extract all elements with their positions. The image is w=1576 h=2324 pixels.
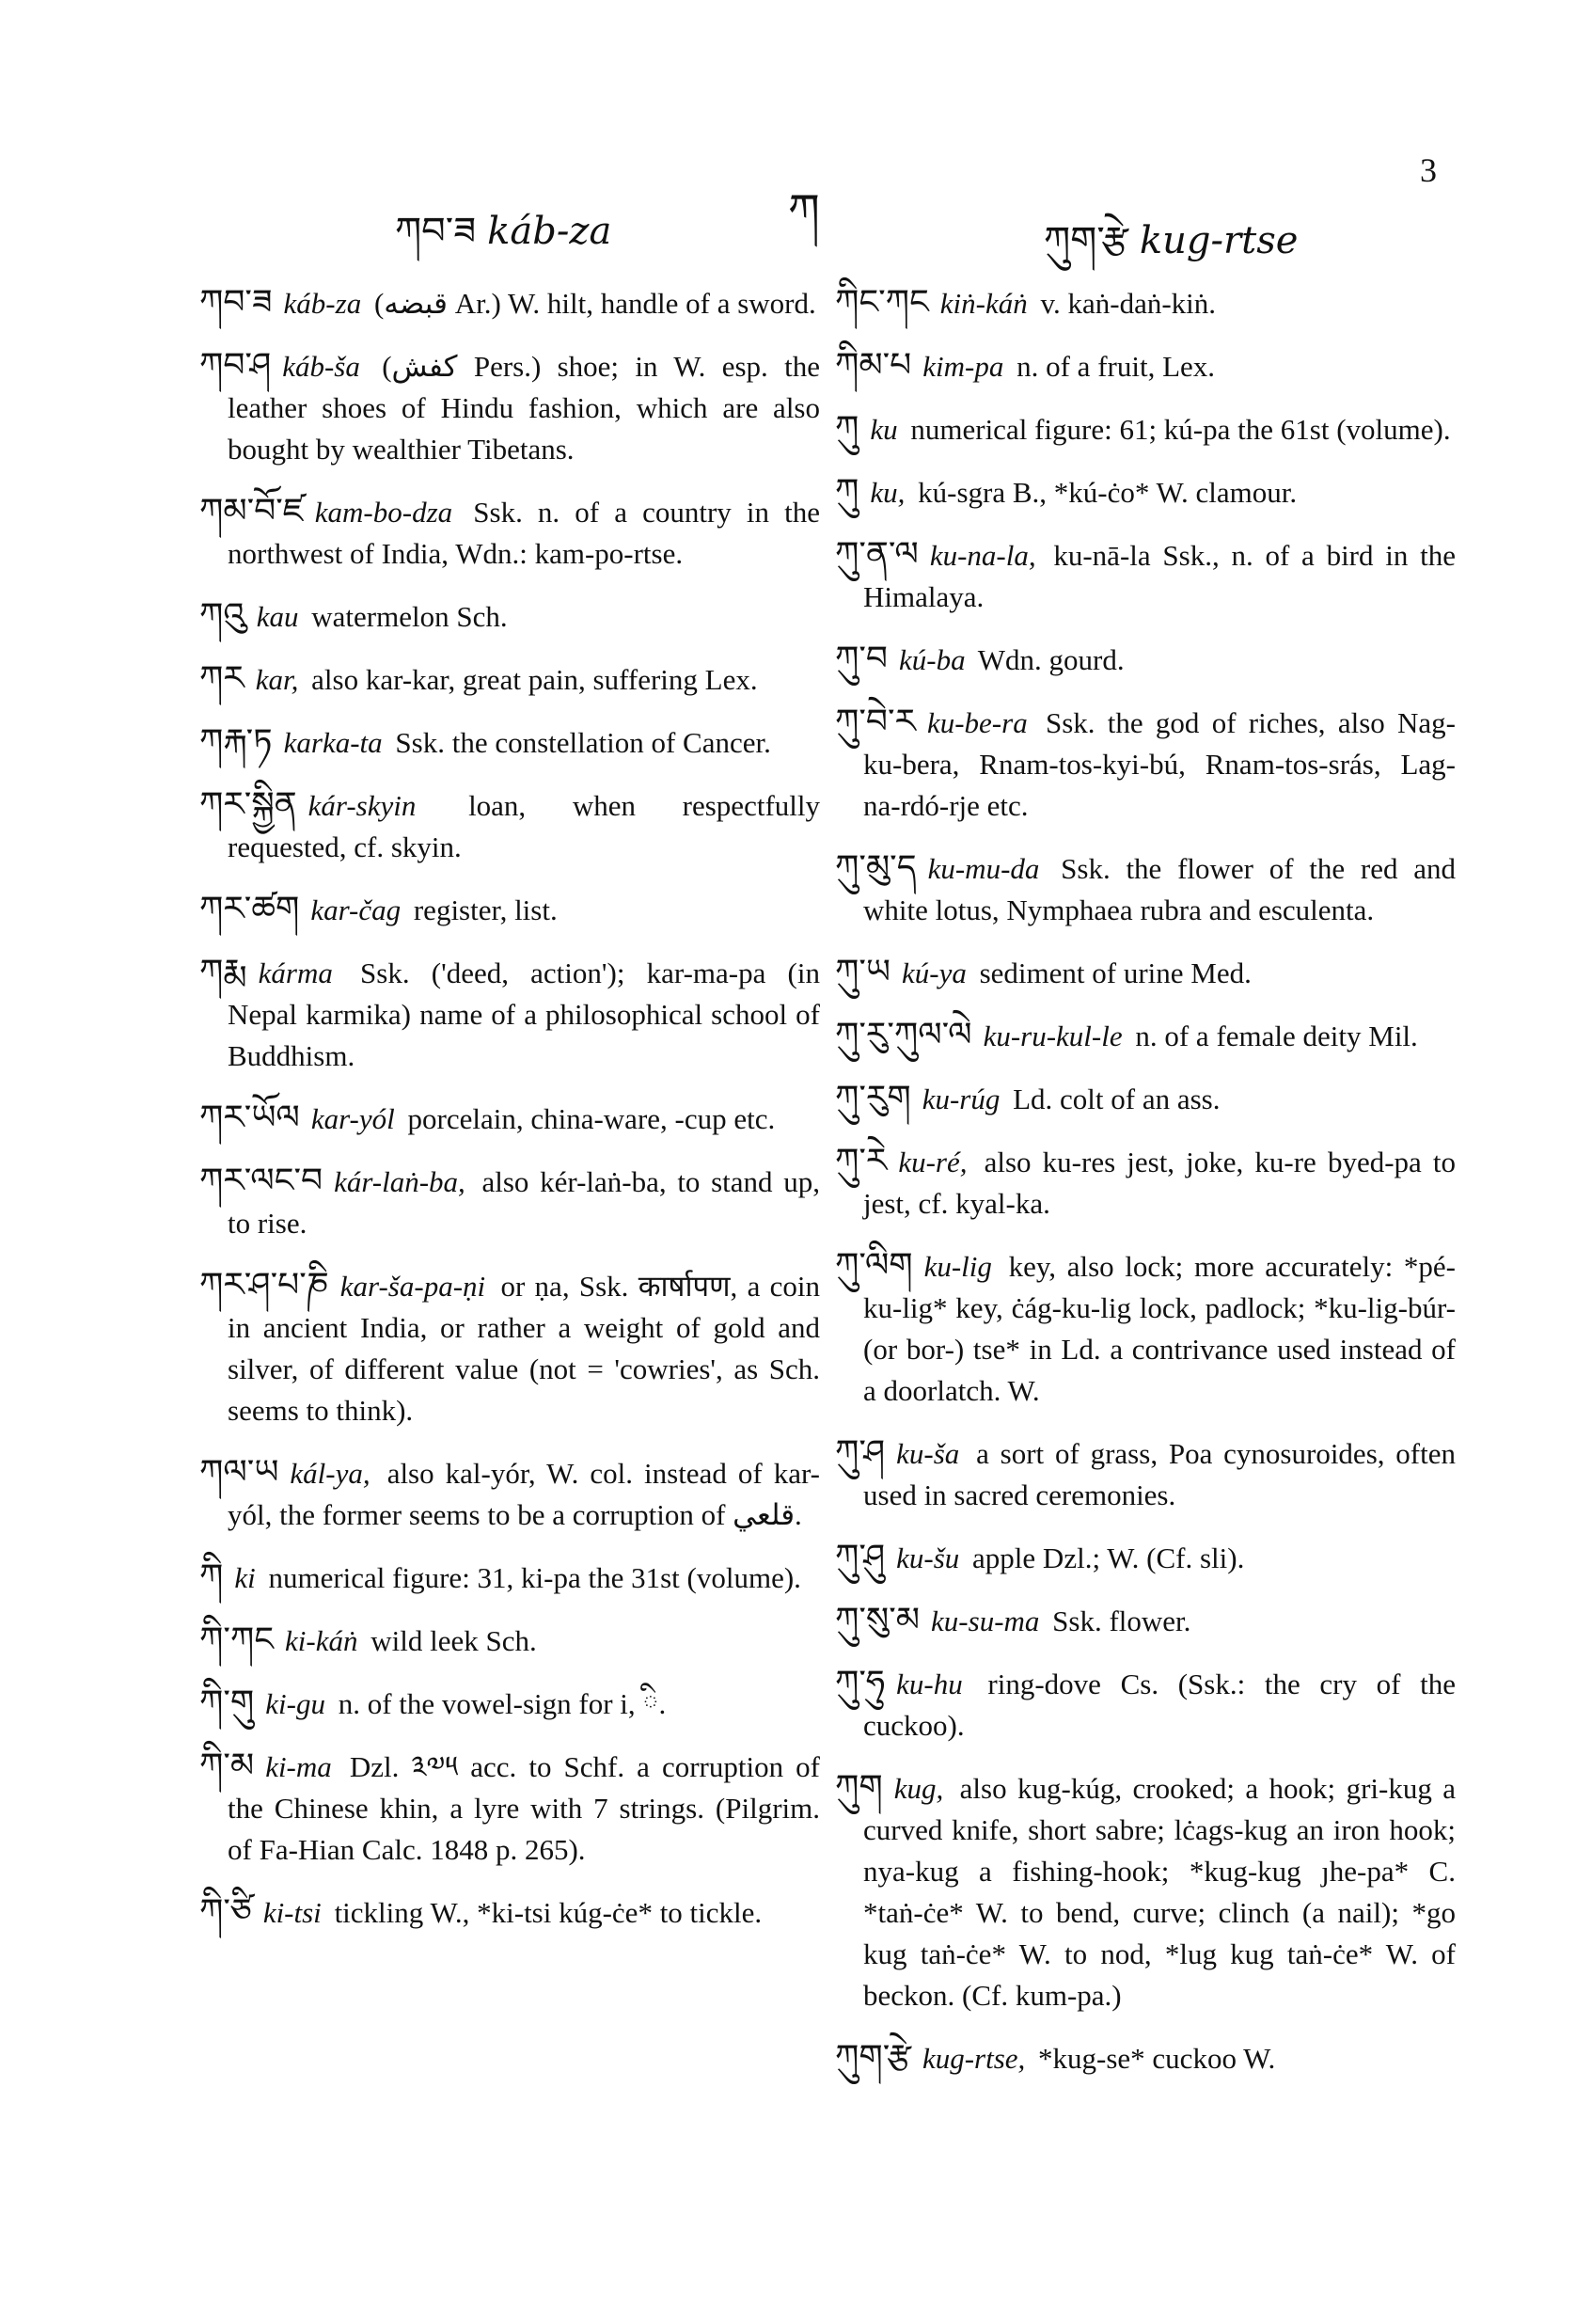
dictionary-entry <box>199 889 820 931</box>
dictionary-entry <box>835 471 1456 514</box>
running-header-center <box>788 160 831 287</box>
entry-definition: or ṇa, Ssk. कार्षापण, a coin in ancient India, or rather a weight of gold and silver, of different value (not = 'cowries', as Sch. seems to think). <box>228 1270 820 1427</box>
entry-definition: n. of a female deity Mil. <box>1135 1020 1418 1052</box>
entry-headword: kár-skyin <box>307 789 417 822</box>
entry-definition: n. of the vowel-sign for i, ི. <box>338 1687 667 1720</box>
entry-definition: numerical figure: 31, ki-pa the 31st (volume). <box>268 1561 801 1594</box>
entry-tibetan: ཀིང་ཀང <box>835 283 929 322</box>
entry-headword: kar, <box>255 663 299 696</box>
entry-definition: Ssk. the god of riches, also Nag-ku-bera, Rnam-tos-kyi-bú, Rnam-tos-srás, Lag-na-rdó-rje etc. <box>863 706 1456 822</box>
entry-tibetan: ཀར་སྐྱིན <box>199 785 297 824</box>
entry-headword: kau <box>256 600 299 633</box>
dictionary-entry <box>835 1078 1456 1120</box>
entry-tibetan: ཀུག <box>835 1768 883 1807</box>
entry-tibetan: ཀི <box>199 1557 224 1596</box>
entry-definition: v. kaṅ-daṅ-kiṅ. <box>1040 287 1217 320</box>
entry-tibetan: ཀབ་ཟ <box>199 283 273 322</box>
entry-tibetan: ཀབ་ཤ <box>199 346 272 385</box>
entry-tibetan: ཀི་ཀང <box>199 1620 275 1659</box>
dictionary-entry <box>199 282 820 324</box>
entry-tibetan: ཀརྐ་ཏ <box>199 722 273 761</box>
entry-definition: (كفش Pers.) shoe; in W. esp. the leather shoes of Hindu fashion, which are also bought by wealthier Tibetans. <box>228 350 821 466</box>
entry-definition: also kér-laṅ-ba, to stand up, to rise. <box>228 1165 820 1240</box>
entry-tibetan: ཀར་ཚག <box>199 890 300 928</box>
dictionary-entry <box>199 595 820 638</box>
entry-definition: porcelain, china-ware, -cup etc. <box>407 1102 776 1135</box>
entry-headword: káb-ša <box>282 350 360 383</box>
entry-headword: kar-čag <box>310 893 402 926</box>
dictionary-entry <box>199 1683 820 1725</box>
entry-headword: káb-za <box>283 287 362 320</box>
dictionary-entry <box>199 952 820 1077</box>
dictionary-entry <box>835 639 1456 681</box>
dictionary-entry <box>835 408 1456 451</box>
page-number: 3 <box>1420 151 1437 189</box>
header-left-tibetan: ཀབ་ཟ <box>395 210 477 253</box>
entry-headword: kárma <box>258 956 333 989</box>
dictionary-entry <box>199 491 820 575</box>
dictionary-entry <box>199 1161 820 1244</box>
entry-tibetan: ཀུ <box>835 472 859 511</box>
entry-definition: sediment of urine Med. <box>979 956 1252 989</box>
entry-headword: ku-mu-da <box>927 852 1040 885</box>
dictionary-entry <box>835 534 1456 618</box>
entry-headword: ku-na-la, <box>929 539 1036 572</box>
dictionary-entry <box>199 1452 820 1536</box>
entry-tibetan: ཀུ་ཧུ <box>835 1664 886 1702</box>
entry-definition: numerical figure: 61; kú-pa the 61st (volume). <box>910 413 1451 446</box>
entry-headword: kál-ya, <box>290 1457 370 1490</box>
entry-headword: ku <box>870 413 898 446</box>
dictionary-entry <box>835 282 1456 324</box>
entry-definition: loan, when respectfully requested, cf. skyin. <box>228 789 820 863</box>
entry-headword: ku-su-ma <box>931 1605 1040 1637</box>
entry-definition: also ku-res jest, joke, ku-re byed-pa to jest, cf. kyal-ka. <box>863 1146 1457 1220</box>
dictionary-entry <box>835 847 1456 931</box>
entry-headword: kú-ya <box>902 956 967 989</box>
dictionary-entry <box>199 1265 820 1431</box>
dictionary-entry <box>199 1620 820 1662</box>
entry-tibetan: ཀརྨ <box>199 953 247 991</box>
dictionary-entry <box>199 1557 820 1599</box>
entry-headword: ku-ré, <box>898 1146 968 1178</box>
dictionary-entry <box>835 2037 1456 2079</box>
entry-definition: kú-sgra B., *kú-ċo* W. clamour. <box>918 476 1298 509</box>
entry-definition: n. of a fruit, Lex. <box>1017 350 1216 383</box>
entry-tibetan: ཀུ་རུ་ཀུལ་ལེ <box>835 1016 972 1054</box>
dictionary-entry <box>835 1015 1456 1057</box>
entry-tibetan: ཀུ་རུག <box>835 1079 911 1117</box>
entry-tibetan: ཀིམ་པ <box>835 346 912 385</box>
entry-definition: ring-dove Cs. (Ssk.: the cry of the cuckoo). <box>863 1668 1457 1742</box>
entry-definition: key, also lock; more accurately: *pé-ku-lig* key, ċág-ku-lig lock, padlock; *ku-lig-búr- (or bor-) tse* in Ld. a contrivance used instead of a doorlatch. W. <box>863 1250 1456 1407</box>
entry-headword: ki <box>234 1561 256 1594</box>
entry-tibetan: ཀུ་བེ་ར <box>835 703 916 741</box>
entry-definition: apple Dzl.; W. (Cf. sli). <box>972 1541 1245 1574</box>
entry-tibetan: ཀུ་ལིག <box>835 1246 913 1285</box>
entry-definition: Ssk. flower. <box>1052 1605 1191 1637</box>
entry-definition: ku-nā-la Ssk., n. of a bird in the Himalaya. <box>863 539 1456 613</box>
entry-headword: kim-pa <box>922 350 1004 383</box>
header-center-tibetan: ཀ <box>788 184 820 237</box>
entry-definition: Ssk. n. of a country in the northwest of India, Wdn.: kam-po-rtse. <box>228 496 821 570</box>
entry-tibetan: ཀར <box>199 659 244 698</box>
entry-tibetan: ཀུག་རྩེ <box>835 2038 911 2077</box>
dictionary-entry <box>835 702 1456 827</box>
entry-headword: kug-rtse, <box>922 2042 1026 2075</box>
entry-tibetan: ཀི་གུ <box>199 1684 255 1722</box>
header-right-headword: kug-rtse <box>1139 219 1299 262</box>
dictionary-entry <box>835 1432 1456 1516</box>
entry-tibetan: ཀུ་ན་ལ <box>835 535 919 574</box>
dictionary-entry <box>835 1141 1456 1225</box>
entry-headword: ki-tsi <box>262 1896 322 1929</box>
entry-headword: ki-ma <box>265 1750 332 1783</box>
dictionary-entry <box>835 345 1456 387</box>
entry-definition: Ssk. ('deed, action'); kar-ma-pa (in Nepal karmika) name of a philosophical school of Buddhism. <box>228 956 820 1072</box>
dictionary-entry <box>835 952 1456 994</box>
entry-tibetan: ཀུ་ཤ <box>835 1433 886 1472</box>
entry-definition: tickling W., *ki-tsi kúg-ċe* to tickle. <box>334 1896 763 1929</box>
entry-definition: Dzl. ༣༧༥ acc. to Schf. a corruption of the Chinese khin, a lyre with 7 strings. (Pilgrim. of Fa-Hian Calc. 1848 p. 265). <box>228 1750 820 1866</box>
entry-headword: ku-ru-kul-le <box>983 1020 1123 1052</box>
entry-definition: also kar-kar, great pain, suffering Lex. <box>311 663 758 696</box>
entry-headword: ku-be-ra <box>926 706 1028 739</box>
dictionary-entry <box>199 721 820 764</box>
entry-tibetan: ཀའུ <box>199 596 245 635</box>
left-column <box>199 282 820 1954</box>
entry-headword: ku-šu <box>896 1541 960 1574</box>
dictionary-entry <box>199 1746 820 1871</box>
entry-definition: watermelon Sch. <box>311 600 508 633</box>
entry-tibetan: ཀུ་བ <box>835 640 888 678</box>
entry-headword: kú-ba <box>898 643 966 676</box>
right-column <box>835 282 1456 2100</box>
entry-tibetan: ཀུ་ཡ <box>835 953 891 991</box>
dictionary-entry <box>835 1600 1456 1642</box>
entry-definition: wild leek Sch. <box>370 1624 537 1657</box>
dictionary-entry <box>199 658 820 701</box>
header-left-headword: káb-za <box>487 210 612 253</box>
entry-tibetan: ཀུ <box>835 409 859 448</box>
entry-tibetan: ཀལ་ཡ <box>199 1453 279 1492</box>
entry-tibetan: ཀུ་མུ་ད <box>835 848 917 887</box>
entry-headword: kam-bo-dza <box>314 496 453 529</box>
dictionary-entry <box>835 1537 1456 1579</box>
entry-definition: also kal-yór, W. col. instead of kar-yól, the former seems to be a corruption of قلعي. <box>228 1457 821 1531</box>
entry-definition: a sort of grass, Poa cynosuroides, often used in sacred ceremonies. <box>863 1437 1457 1511</box>
entry-headword: ki-gu <box>265 1687 325 1720</box>
entry-tibetan: ཀམ་བོ་ཛ <box>199 492 304 530</box>
entry-headword: ku-lig <box>923 1250 992 1283</box>
entry-definition: (قبضه Ar.) W. hilt, handle of a sword. <box>373 287 816 320</box>
entry-headword: kar-ša-pa-ṇi <box>339 1270 486 1303</box>
entry-tibetan: ཀུ་སུ་མ <box>835 1601 921 1639</box>
header-right-tibetan: ཀུག་རྩེ <box>1044 219 1128 262</box>
dictionary-entry <box>199 1098 820 1140</box>
entry-definition: *kug-se* cuckoo W. <box>1038 2042 1276 2075</box>
entry-tibetan: ཀར་ལང་བ <box>199 1162 323 1200</box>
dictionary-entry <box>199 1891 820 1934</box>
dictionary-entry <box>199 345 820 470</box>
entry-tibetan: ཀི་ཙི <box>199 1892 252 1931</box>
dictionary-entry <box>835 1245 1456 1412</box>
entry-headword: kug, <box>893 1772 944 1805</box>
entry-definition: Ld. colt of an ass. <box>1013 1083 1221 1115</box>
entry-headword: ku-ša <box>896 1437 960 1470</box>
dictionary-entry <box>835 1663 1456 1747</box>
dictionary-entry <box>835 1767 1456 2016</box>
entry-tibetan: ཀི་མ <box>199 1747 255 1785</box>
entry-headword: ku-rúg <box>922 1083 1001 1115</box>
entry-definition: Wdn. gourd. <box>977 643 1125 676</box>
entry-headword: karka-ta <box>283 726 383 759</box>
entry-definition: also kug-kúg, crooked; a hook; gri-kug a curved knife, short sabre; lċags-kug an iron hook; nya-kug a fishing-hook; *kug-kug ȷhe-pa* C. *taṅ-ċe* W. to bend, curve; clinch (a nail); *go kug taṅ-ċe* W. to nod, *lug kug taṅ-ċe* W. of beckon. (Cf. kum-pa.) <box>863 1772 1456 2012</box>
entry-tibetan: ཀུ་རེ <box>835 1142 888 1180</box>
entry-headword: ku, <box>870 476 906 509</box>
running-header-left <box>395 188 611 294</box>
entry-headword: kár-laṅ-ba, <box>334 1165 465 1198</box>
entry-headword: kiṅ-káṅ <box>939 287 1028 320</box>
entry-headword: ku-hu <box>896 1668 963 1700</box>
entry-definition: Ssk. the constellation of Cancer. <box>395 726 771 759</box>
entry-headword: kar-yól <box>310 1102 395 1135</box>
entry-definition: Ssk. the flower of the red and white lotus, Nymphaea rubra and esculenta. <box>863 852 1456 926</box>
entry-tibetan: ཀར་ཡོལ <box>199 1099 300 1137</box>
entry-definition: register, list. <box>413 893 558 926</box>
entry-tibetan: ཀུ་ཤུ <box>835 1538 886 1576</box>
entry-tibetan: ཀར་ཤ་པ་ཎི <box>199 1266 329 1304</box>
dictionary-entry <box>199 784 820 868</box>
entry-headword: ki-káṅ <box>285 1624 358 1657</box>
